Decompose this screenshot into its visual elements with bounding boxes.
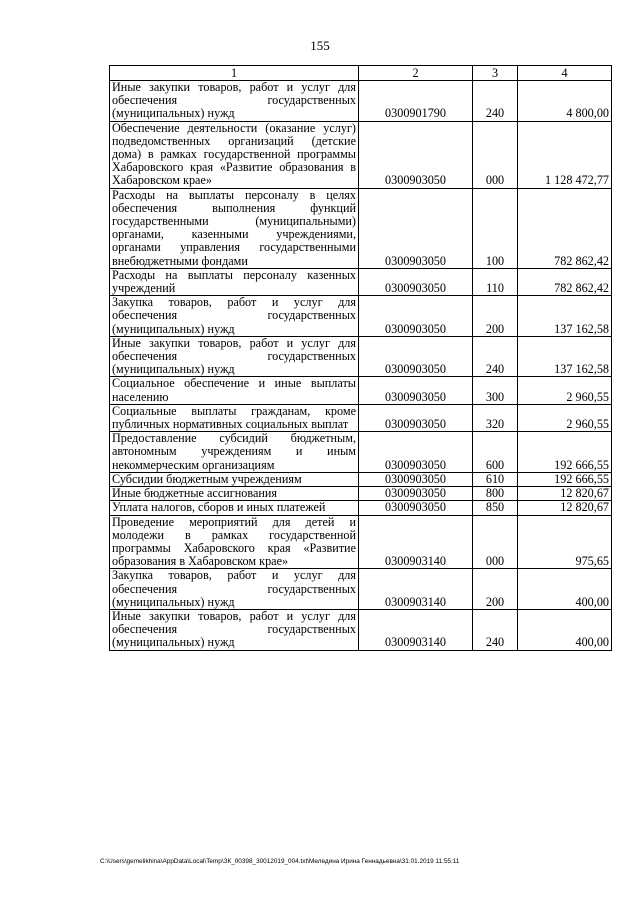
sum-cell: 975,65 — [518, 515, 612, 569]
table-row — [110, 569, 612, 610]
name-cell: Закупка товаров, работ и услуг для обеспечения государственных (муниципальных) нужд — [110, 569, 359, 610]
code-cell: 0300903050 — [359, 336, 473, 377]
sum-cell: 12 820,67 — [518, 487, 612, 501]
code-cell: 0300903050 — [359, 296, 473, 337]
column-header: 3 — [473, 66, 518, 81]
sum-cell: 137 162,58 — [518, 336, 612, 377]
code-cell: 0300903050 — [359, 404, 473, 431]
table-row — [110, 121, 612, 188]
table-row — [110, 487, 612, 501]
name-cell: Обеспечение деятельности (оказание услуг) подведомственных организаций (детские дома) в рамках государственной программы Хабаровского края «Развитие образования в Хабаровском крае» — [110, 121, 359, 188]
name-cell: Иные закупки товаров, работ и услуг для обеспечения государственных (муниципальных) нужд — [110, 609, 359, 650]
type-cell: 110 — [473, 268, 518, 295]
code-cell: 0300903050 — [359, 501, 473, 515]
sum-cell: 192 666,55 — [518, 472, 612, 486]
sum-cell: 12 820,67 — [518, 501, 612, 515]
code-cell: 0300901790 — [359, 81, 473, 122]
sum-cell: 2 960,55 — [518, 404, 612, 431]
type-cell: 600 — [473, 432, 518, 473]
code-cell: 0300903050 — [359, 121, 473, 188]
type-cell: 200 — [473, 296, 518, 337]
table-row — [110, 404, 612, 431]
name-cell: Предоставление субсидий бюджетным, автономным учреждениям и иным некоммерческим организациям — [110, 432, 359, 473]
name-cell: Социальные выплаты гражданам, кроме публичных нормативных социальных выплат — [110, 404, 359, 431]
name-cell: Расходы на выплаты персоналу в целях обеспечения выполнения функций государственными (муниципальными) органами, казенными учреждениями, органами управления государственными внебюджетными фондами — [110, 188, 359, 268]
table-row — [110, 81, 612, 122]
type-cell: 240 — [473, 81, 518, 122]
type-cell: 000 — [473, 121, 518, 188]
name-cell: Уплата налогов, сборов и иных платежей — [110, 501, 359, 515]
file-path-footer: C:\Users\gemelikhina\AppData\Local\Temp\ЗК_00398_30012019_004.txt\Меледина Ирина Геннадьевна\31.01.2019 11:55:11 — [100, 858, 460, 865]
sum-cell: 137 162,58 — [518, 296, 612, 337]
type-cell: 240 — [473, 336, 518, 377]
sum-cell: 1 128 472,77 — [518, 121, 612, 188]
type-cell: 850 — [473, 501, 518, 515]
code-cell: 0300903050 — [359, 432, 473, 473]
code-cell: 0300903050 — [359, 377, 473, 404]
table-row — [110, 609, 612, 650]
table-row — [110, 501, 612, 515]
budget-table — [109, 65, 612, 651]
sum-cell: 192 666,55 — [518, 432, 612, 473]
sum-cell: 4 800,00 — [518, 81, 612, 122]
sum-cell: 782 862,42 — [518, 268, 612, 295]
table-row — [110, 515, 612, 569]
table-row — [110, 296, 612, 337]
name-cell: Иные закупки товаров, работ и услуг для обеспечения государственных (муниципальных) нужд — [110, 336, 359, 377]
sum-cell: 2 960,55 — [518, 377, 612, 404]
table-header-row — [110, 66, 612, 81]
name-cell: Иные бюджетные ассигнования — [110, 487, 359, 501]
code-cell: 0300903140 — [359, 609, 473, 650]
type-cell: 100 — [473, 188, 518, 268]
table-row — [110, 188, 612, 268]
column-header: 2 — [359, 66, 473, 81]
table-row — [110, 377, 612, 404]
table-row — [110, 268, 612, 295]
code-cell: 0300903140 — [359, 515, 473, 569]
column-header: 4 — [518, 66, 612, 81]
name-cell: Расходы на выплаты персоналу казенных учреждений — [110, 268, 359, 295]
code-cell: 0300903050 — [359, 487, 473, 501]
type-cell: 300 — [473, 377, 518, 404]
code-cell: 0300903050 — [359, 472, 473, 486]
type-cell: 610 — [473, 472, 518, 486]
name-cell: Социальное обеспечение и иные выплаты населению — [110, 377, 359, 404]
type-cell: 000 — [473, 515, 518, 569]
type-cell: 320 — [473, 404, 518, 431]
table-row — [110, 336, 612, 377]
page-number: 155 — [310, 38, 330, 53]
sum-cell: 400,00 — [518, 609, 612, 650]
name-cell: Закупка товаров, работ и услуг для обеспечения государственных (муниципальных) нужд — [110, 296, 359, 337]
table-row — [110, 432, 612, 473]
name-cell: Иные закупки товаров, работ и услуг для обеспечения государственных (муниципальных) нужд — [110, 81, 359, 122]
code-cell: 0300903050 — [359, 188, 473, 268]
name-cell: Проведение мероприятий для детей и молодежи в рамках государственной программы Хабаровского края «Развитие образования в Хабаровском крае» — [110, 515, 359, 569]
sum-cell: 782 862,42 — [518, 188, 612, 268]
type-cell: 200 — [473, 569, 518, 610]
column-header: 1 — [110, 66, 359, 81]
table-row — [110, 472, 612, 486]
type-cell: 240 — [473, 609, 518, 650]
code-cell: 0300903140 — [359, 569, 473, 610]
name-cell: Субсидии бюджетным учреждениям — [110, 472, 359, 486]
type-cell: 800 — [473, 487, 518, 501]
sum-cell: 400,00 — [518, 569, 612, 610]
code-cell: 0300903050 — [359, 268, 473, 295]
